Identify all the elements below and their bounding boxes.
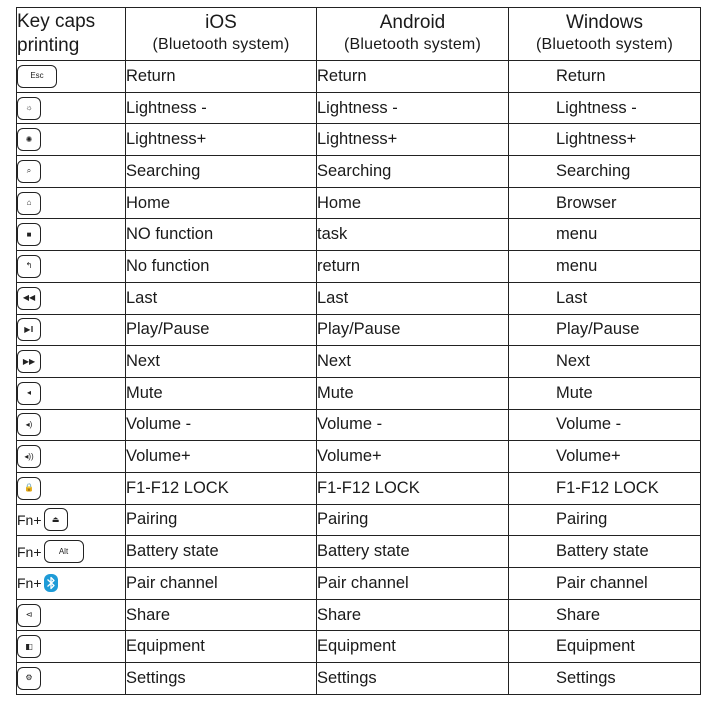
- play-pause-key-icon: [17, 318, 41, 341]
- ios-function-cell: No function: [126, 251, 317, 283]
- keycap-cell: [17, 504, 126, 536]
- table-row: [17, 282, 701, 314]
- windows-function-cell: Equipment: [509, 631, 701, 663]
- table-row: [17, 92, 701, 124]
- windows-function-cell: Share: [509, 599, 701, 631]
- keycap-glyph: ◂: [26, 388, 31, 398]
- previous-track-key-icon: [17, 287, 41, 310]
- android-function-cell: task: [317, 219, 509, 251]
- header-android-title: Android: [379, 12, 446, 33]
- lock-key-icon: [17, 477, 41, 500]
- keycap-group: [17, 287, 125, 310]
- windows-function-cell: Last: [509, 282, 701, 314]
- keycap-group: [17, 445, 125, 468]
- keycap-cell: [17, 599, 126, 631]
- keycap-cell: [17, 187, 126, 219]
- fn-prefix-label: Fn+: [17, 543, 42, 560]
- alt-key-icon: [44, 540, 84, 563]
- keycap-group: [17, 477, 125, 500]
- header-android: [317, 8, 509, 61]
- keycap-glyph: ✺: [25, 134, 33, 144]
- ios-function-cell: Settings: [126, 663, 317, 695]
- android-function-cell: Lightness+: [317, 124, 509, 156]
- ios-function-cell: Lightness -: [126, 92, 317, 124]
- keycap-group: [17, 635, 125, 658]
- table-row: [17, 472, 701, 504]
- android-function-cell: Volume+: [317, 441, 509, 473]
- ios-function-cell: Mute: [126, 377, 317, 409]
- keycap-cell: [17, 314, 126, 346]
- keycap-cell: [17, 61, 126, 93]
- keycap-group: [17, 97, 125, 120]
- table-row: [17, 156, 701, 188]
- header-ios: [126, 8, 317, 61]
- keycap-group: [17, 223, 125, 246]
- keycap-cell: [17, 409, 126, 441]
- android-function-cell: Pair channel: [317, 568, 509, 600]
- keycap-group: [17, 574, 125, 592]
- table-row: [17, 219, 701, 251]
- header-ios-title: iOS: [205, 12, 237, 33]
- android-function-cell: Pairing: [317, 504, 509, 536]
- windows-function-cell: Play/Pause: [509, 314, 701, 346]
- keycap-group: [17, 192, 125, 215]
- android-function-cell: Lightness -: [317, 92, 509, 124]
- keycap-glyph: ⌂: [26, 198, 32, 208]
- windows-function-cell: Browser: [509, 187, 701, 219]
- android-function-cell: Equipment: [317, 631, 509, 663]
- android-function-cell: Next: [317, 346, 509, 378]
- keycap-group: [17, 318, 125, 341]
- windows-function-cell: Volume -: [509, 409, 701, 441]
- windows-function-cell: Pair channel: [509, 568, 701, 600]
- table-row: [17, 599, 701, 631]
- ios-function-cell: Pairing: [126, 504, 317, 536]
- ios-function-cell: Volume -: [126, 409, 317, 441]
- home-key-icon: [17, 192, 41, 215]
- keycap-glyph: ◂)): [24, 451, 34, 461]
- windows-function-cell: Next: [509, 346, 701, 378]
- table-row: [17, 124, 701, 156]
- keycap-glyph: Esc: [30, 71, 44, 81]
- keycap-group: [17, 350, 125, 373]
- share-key-icon: [17, 604, 41, 627]
- keycap-glyph: ⌕: [26, 166, 32, 176]
- windows-function-cell: Volume+: [509, 441, 701, 473]
- keycap-glyph: ◀◀: [22, 293, 36, 303]
- table-row: [17, 409, 701, 441]
- ios-function-cell: Volume+: [126, 441, 317, 473]
- table-row: [17, 61, 701, 93]
- windows-function-cell: Pairing: [509, 504, 701, 536]
- ios-function-cell: NO function: [126, 219, 317, 251]
- brightness-down-key-icon: [17, 97, 41, 120]
- menu-key-icon: [17, 223, 41, 246]
- ios-function-cell: Next: [126, 346, 317, 378]
- header-windows: [509, 8, 701, 61]
- keycap-glyph: ☼: [25, 103, 33, 113]
- keycap-cell: [17, 124, 126, 156]
- table-row: [17, 568, 701, 600]
- keycap-cell: [17, 377, 126, 409]
- search-key-icon: [17, 160, 41, 183]
- windows-function-cell: menu: [509, 219, 701, 251]
- keycap-group: [17, 65, 125, 88]
- volume-down-key-icon: [17, 413, 41, 436]
- table-row: [17, 663, 701, 695]
- android-function-cell: Searching: [317, 156, 509, 188]
- return-key-icon: [17, 255, 41, 278]
- android-function-cell: Play/Pause: [317, 314, 509, 346]
- ios-function-cell: Lightness+: [126, 124, 317, 156]
- ios-function-cell: Last: [126, 282, 317, 314]
- table-row: [17, 346, 701, 378]
- keycap-glyph: ▶‖: [24, 324, 34, 334]
- keycap-glyph: 🔒: [24, 483, 34, 493]
- keycap-glyph: ⏏: [51, 514, 60, 524]
- mute-key-icon: [17, 382, 41, 405]
- brightness-up-key-icon: [17, 128, 41, 151]
- android-function-cell: Settings: [317, 663, 509, 695]
- ios-function-cell: Home: [126, 187, 317, 219]
- keycap-group: [17, 540, 125, 563]
- table-row: [17, 377, 701, 409]
- keycap-cell: [17, 219, 126, 251]
- header-ios-subtitle: (Bluetooth system): [152, 36, 290, 53]
- keycap-group: [17, 413, 125, 436]
- windows-function-cell: Settings: [509, 663, 701, 695]
- keycap-group: [17, 667, 125, 690]
- table-body: [17, 61, 701, 695]
- keycap-group: [17, 128, 125, 151]
- keycap-cell: [17, 346, 126, 378]
- ios-function-cell: Equipment: [126, 631, 317, 663]
- ios-function-cell: Battery state: [126, 536, 317, 568]
- keycap-cell: [17, 536, 126, 568]
- keycap-glyph: Alt: [58, 546, 69, 556]
- table-row: [17, 187, 701, 219]
- keycap-cell: [17, 631, 126, 663]
- keycap-cell: [17, 251, 126, 283]
- table-row: [17, 536, 701, 568]
- table-row: [17, 504, 701, 536]
- android-function-cell: Return: [317, 61, 509, 93]
- table-row: [17, 314, 701, 346]
- ios-function-cell: Share: [126, 599, 317, 631]
- header-android-subtitle: (Bluetooth system): [344, 36, 481, 53]
- windows-function-cell: F1-F12 LOCK: [509, 472, 701, 504]
- fn-prefix-label: Fn+: [17, 575, 42, 592]
- table-row: [17, 441, 701, 473]
- key-function-table: [16, 7, 701, 695]
- windows-function-cell: Lightness+: [509, 124, 701, 156]
- table-row: [17, 631, 701, 663]
- keycap-glyph: ▶▶: [22, 356, 36, 366]
- ios-function-cell: Return: [126, 61, 317, 93]
- android-function-cell: return: [317, 251, 509, 283]
- header-windows-title: Windows: [565, 12, 644, 33]
- keycap-group: [17, 382, 125, 405]
- android-function-cell: Home: [317, 187, 509, 219]
- header-keycaps: Key caps printing: [17, 8, 126, 61]
- android-function-cell: Volume -: [317, 409, 509, 441]
- android-function-cell: Share: [317, 599, 509, 631]
- ios-function-cell: Pair channel: [126, 568, 317, 600]
- table-row: [17, 251, 701, 283]
- keycap-cell: [17, 92, 126, 124]
- keycap-group: [17, 160, 125, 183]
- keycap-cell: [17, 441, 126, 473]
- android-function-cell: Battery state: [317, 536, 509, 568]
- android-function-cell: Mute: [317, 377, 509, 409]
- bluetooth-icon: [44, 574, 58, 592]
- ios-function-cell: Searching: [126, 156, 317, 188]
- next-track-key-icon: [17, 350, 41, 373]
- equipment-key-icon: [17, 635, 41, 658]
- ios-function-cell: Play/Pause: [126, 314, 317, 346]
- pairing-key-icon: [44, 508, 68, 531]
- header-windows-subtitle: (Bluetooth system): [536, 36, 673, 53]
- windows-function-cell: menu: [509, 251, 701, 283]
- keycap-glyph: ◂): [25, 419, 33, 429]
- android-function-cell: F1-F12 LOCK: [317, 472, 509, 504]
- keycap-cell: [17, 282, 126, 314]
- header-row: [17, 8, 701, 61]
- windows-function-cell: Return: [509, 61, 701, 93]
- keycap-cell: [17, 472, 126, 504]
- keycap-glyph: ■: [26, 229, 32, 239]
- settings-key-icon: [17, 667, 41, 690]
- keycap-cell: [17, 568, 126, 600]
- keycap-group: [17, 508, 125, 531]
- keycap-glyph: ⚙: [25, 673, 33, 683]
- keycap-glyph: ⊲: [25, 610, 33, 620]
- windows-function-cell: Lightness -: [509, 92, 701, 124]
- keycap-glyph: ↰: [25, 261, 33, 271]
- keycap-cell: [17, 663, 126, 695]
- esc-key-icon: [17, 65, 57, 88]
- keycap-glyph: ◧: [25, 641, 33, 651]
- keycap-cell: [17, 156, 126, 188]
- volume-up-key-icon: [17, 445, 41, 468]
- keycap-group: [17, 255, 125, 278]
- windows-function-cell: Mute: [509, 377, 701, 409]
- fn-prefix-label: Fn+: [17, 511, 42, 528]
- windows-function-cell: Battery state: [509, 536, 701, 568]
- windows-function-cell: Searching: [509, 156, 701, 188]
- ios-function-cell: F1-F12 LOCK: [126, 472, 317, 504]
- android-function-cell: Last: [317, 282, 509, 314]
- keycap-group: [17, 604, 125, 627]
